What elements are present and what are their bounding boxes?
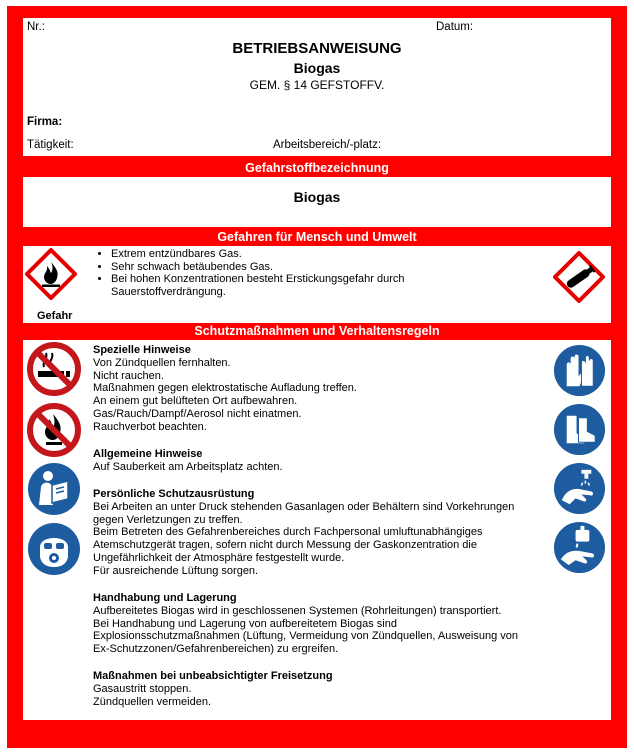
flame-pictogram-icon	[25, 248, 77, 300]
header-panel	[23, 18, 611, 156]
block-line: Gas/Rauch/Dampf/Aerosol nicht einatmen.	[93, 407, 302, 420]
block-line: Nicht rauchen.	[93, 369, 164, 382]
block-line: Maßnahmen gegen elektrostatische Aufladung treffen.	[93, 382, 357, 395]
block-line: Bei Arbeiten an unter Druck stehenden Gasanlagen oder Behältern sind Vorkehrungen	[93, 500, 515, 513]
respirator-icon	[26, 521, 82, 577]
hazards-panel	[23, 246, 611, 323]
block-line: Auf Sauberkeit am Arbeitsplatz achten.	[93, 460, 283, 473]
block-line: An einem gut belüfteten Ort aufbewahren.	[93, 395, 298, 408]
block-spezielle-hinweise	[93, 344, 357, 434]
block-line: Ex-Schutzzonen/Gefahrenbereichen) zu ergreifen.	[93, 643, 339, 656]
block-line: Für ausreichende Lüftung sorgen.	[93, 564, 259, 577]
block-heading: Maßnahmen bei unbeabsichtigter Freisetzung	[93, 670, 333, 682]
block-handhabung-lagerung	[93, 592, 518, 656]
skin-protection-icon	[552, 520, 607, 575]
block-line: Explosionsschutzmaßnahmen (Lüftung, Vermeidung von Zündquellen, Ausweisung von	[93, 630, 518, 643]
block-schutzausruestung	[93, 488, 514, 578]
section-header-gefahrstoffbezeichnung: Gefahrstoffbezeichnung	[245, 161, 389, 175]
datum-label: Datum:	[436, 21, 474, 33]
block-line: Ungefährlichkeit der Atmosphäre festgestellt wurde.	[93, 551, 345, 564]
document-frame	[7, 6, 627, 748]
block-heading: Persönliche Schutzausrüstung	[93, 488, 255, 500]
block-line: Zündquellen vermeiden.	[93, 695, 212, 708]
block-freisetzung	[93, 670, 333, 708]
block-heading: Allgemeine Hinweise	[93, 448, 203, 460]
signal-word: Gefahr	[37, 310, 73, 322]
block-line: Beim Betreten des Gefahrenbereiches durch Fachpersonal umluftunabhängiges	[93, 526, 483, 539]
gloves-icon	[552, 343, 607, 398]
measures-panel	[23, 340, 611, 720]
arbeitsbereich-label: Arbeitsbereich/-platz:	[273, 139, 382, 151]
block-allgemeine-hinweise	[93, 448, 283, 474]
substance-panel	[23, 177, 611, 227]
substance-name: Biogas	[293, 189, 341, 205]
block-line: Aufbereitetes Biogas wird in geschlossenen Systemen (Rohrleitungen) transportiert.	[93, 604, 502, 617]
no-smoking-icon	[26, 341, 82, 397]
block-line: Bei Handhabung und Lagerung von aufbereitetem Biogas sind	[93, 617, 397, 630]
nr-label: Nr.:	[27, 21, 45, 33]
block-heading: Handhabung und Lagerung	[93, 592, 237, 604]
document-subtitle: Biogas	[293, 60, 341, 76]
hazard-item: • Sehr schwach betäubendes Gas.	[111, 261, 405, 274]
document-title: BETRIEBSANWEISUNG	[232, 40, 402, 57]
gas-cylinder-pictogram-icon	[553, 251, 605, 303]
taetigkeit-label: Tätigkeit:	[27, 139, 74, 151]
block-line: Rauchverbot beachten.	[93, 420, 207, 433]
block-line: Gasaustritt stoppen.	[93, 682, 192, 695]
section-header-gefahren: Gefahren für Mensch und Umwelt	[217, 230, 417, 244]
hazard-item: • Bei hohen Konzentrationen besteht Erstickungsgefahr durch	[111, 273, 405, 286]
legal-reference: GEM. § 14 GEFSTOFFV.	[249, 78, 385, 92]
hazard-item: • Extrem entzündbares Gas.	[111, 248, 405, 261]
no-open-flame-icon	[26, 402, 82, 458]
firma-label: Firma:	[27, 116, 63, 128]
wash-hands-icon	[552, 461, 607, 516]
block-heading: Spezielle Hinweise	[93, 344, 191, 356]
hazard-item: Sauerstoffverdrängung.	[111, 285, 226, 298]
block-line: Atemschutzgerät tragen, sofern nicht durch Messung der Gaskonzentration die	[93, 539, 477, 552]
block-line: gegen Verletzungen zu treffen.	[93, 513, 243, 526]
safety-boots-icon	[552, 402, 607, 457]
block-line: Von Zündquellen fernhalten.	[93, 356, 231, 369]
hazard-list	[91, 248, 405, 298]
section-header-schutzmassnahmen: Schutzmaßnahmen und Verhaltensregeln	[194, 324, 440, 338]
read-instructions-icon	[26, 461, 82, 517]
